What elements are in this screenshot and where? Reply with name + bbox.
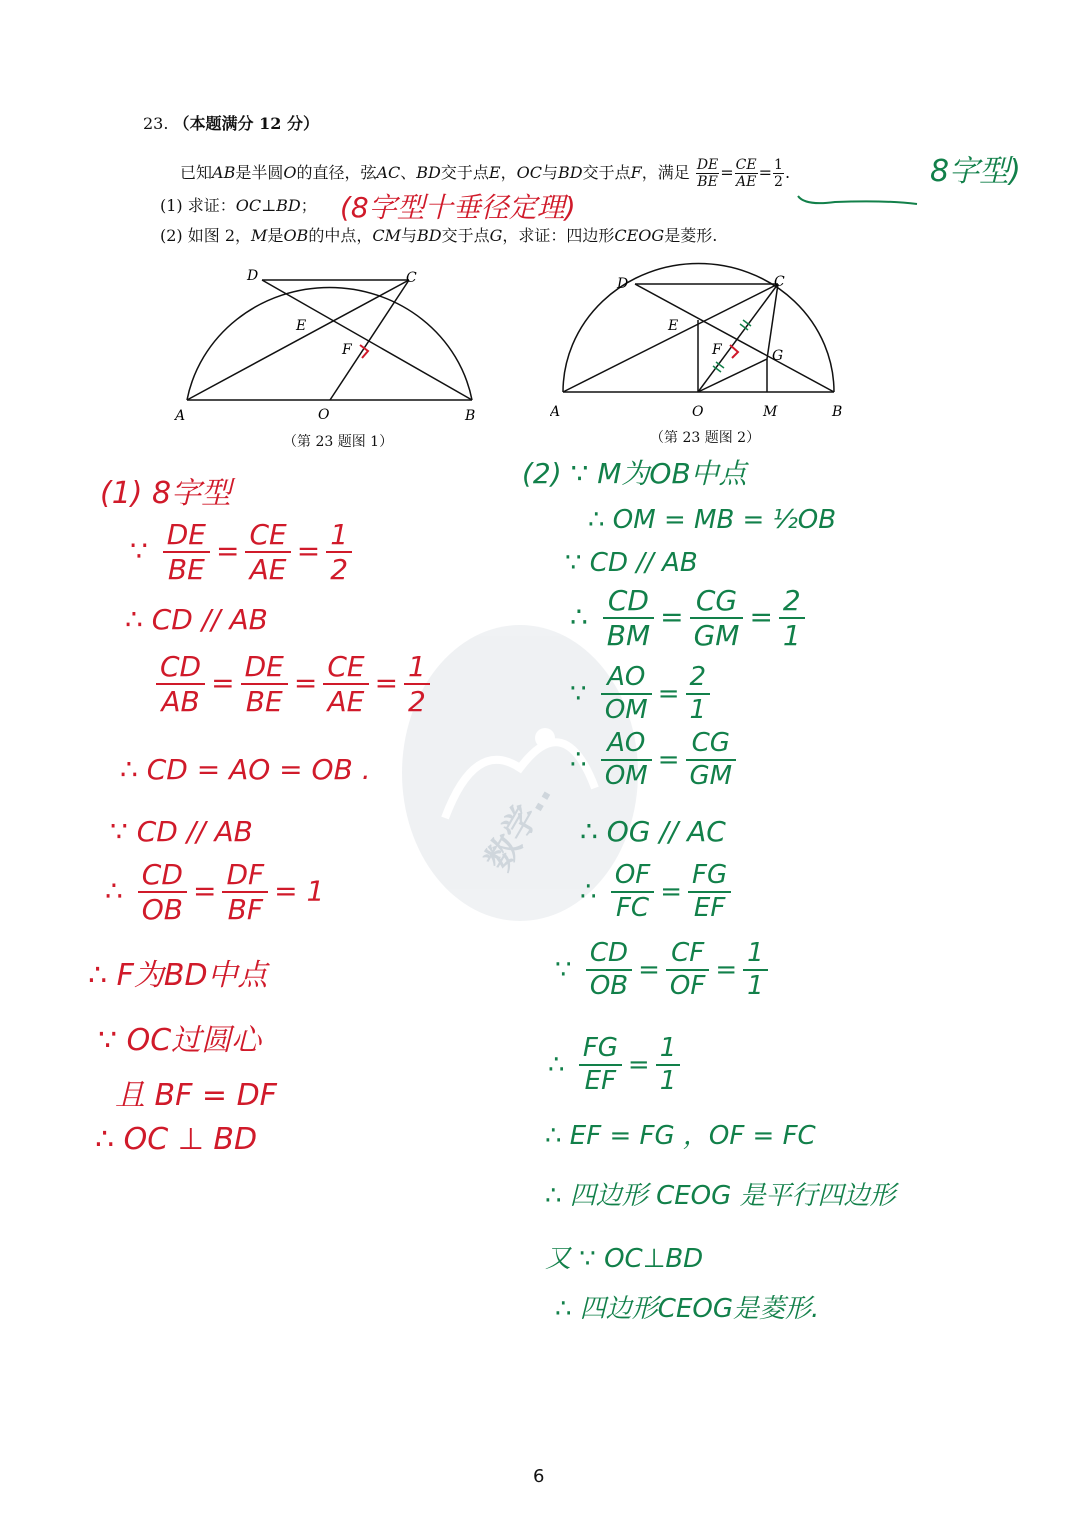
fig2-chord-ac	[563, 284, 778, 392]
q2-math: OB	[283, 226, 309, 245]
sol2-line-4: ∵ $\frac{AO}{OM}$ = $\frac{2}{1}$	[570, 664, 716, 725]
q1-math: OC⊥BD	[235, 196, 301, 215]
fig2-label-c: C	[774, 274, 785, 290]
sol1-line-10: ∴ OC ⊥ BD	[95, 1122, 258, 1157]
sol2-line-2: ∵ CD // AB	[565, 548, 698, 578]
sol2-line-1: ∴ OM = MB = ½OB	[588, 505, 837, 535]
sol2-title: (2) ∵ M为OB中点	[522, 457, 747, 490]
fig2-line-og	[698, 359, 767, 392]
figure-1	[172, 262, 492, 432]
stem-math: BD	[557, 163, 583, 182]
stem-fraction: $\frac{CE}{AE}$	[735, 157, 757, 190]
sol2-line-5: ∴ $\frac{AO}{OM}$ = $\frac{CG}{GM}$	[570, 730, 742, 791]
stem-math: E	[488, 163, 501, 182]
stem-fraction: $\frac{1}{2}$	[774, 157, 783, 190]
sol1-line-6: ∴ $\frac{CD}{OB}$ = $\frac{DF}{BF}$ = 1	[105, 858, 325, 927]
stem-eq: =	[758, 163, 773, 182]
sol1-title: (1) 8字型	[100, 476, 232, 511]
stem-text: 是半圆	[235, 163, 284, 182]
fig1-label-c: C	[406, 270, 417, 286]
page-number: 6	[533, 1466, 545, 1487]
q2-text: (2) 如图 2，	[160, 226, 252, 245]
q2-text: 的中点，	[308, 226, 373, 245]
sol1-line-7: ∴ F为BD中点	[88, 958, 268, 993]
fig2-label-o: O	[692, 404, 704, 420]
stem-text: 、	[400, 163, 417, 182]
fig2-label-e: E	[668, 318, 679, 334]
q2-math: CEOG	[614, 226, 665, 245]
sol2-line-10: ∴ EF = FG ，OF = FC	[545, 1121, 816, 1151]
q2-text: 与	[400, 226, 417, 245]
stem-text: 已知	[180, 163, 213, 182]
problem-number: 23.	[143, 114, 169, 133]
fig1-label-b: B	[465, 408, 476, 424]
fig1-semicircle	[187, 288, 472, 400]
q2-text: 是菱形.	[664, 226, 718, 245]
sol2-line-8: ∵ $\frac{CD}{OB}$ = $\frac{CF}{OF}$ = $\frac{1}{1}$	[555, 940, 774, 1001]
fig2-label-f: F	[712, 342, 722, 358]
fig2-label-b: B	[832, 404, 843, 420]
stem-text: ，	[500, 163, 517, 182]
figure-2	[550, 262, 855, 422]
fig2-right-angle	[730, 345, 738, 358]
stem-math: AB	[212, 163, 236, 182]
q2-math: BD	[416, 226, 442, 245]
fig1-chord-ac	[187, 280, 409, 400]
sol2-line-11: ∴ 四边形 CEOG 是平行四边形	[545, 1181, 896, 1211]
q2-math: G	[489, 226, 503, 245]
stem-text: 交于点	[440, 163, 489, 182]
fig1-label-a: A	[175, 408, 186, 424]
stem-math: O	[283, 163, 297, 182]
stem-text: 交于点	[582, 163, 631, 182]
q1-end: ；	[300, 196, 317, 215]
stem-eq: =	[720, 163, 734, 182]
question-2	[160, 226, 717, 246]
q2-text: 是	[267, 226, 284, 245]
sol2-line-6: ∴ OG // AC	[580, 815, 726, 848]
sol1-line-5: ∵ CD // AB	[110, 815, 253, 848]
stem-text: .	[784, 163, 791, 182]
q2-text: 交于点	[441, 226, 490, 245]
fig2-label-m: M	[763, 404, 778, 420]
fig2-chord-bd	[635, 284, 834, 392]
sol1-line-1: ∵ $\frac{DE}{BE}$ = $\frac{CE}{AE}$ = $\frac{1}{2}$	[130, 520, 358, 585]
fig2-line-oc	[698, 284, 778, 392]
sol1-line-3: $\frac{CD}{AB}$ = $\frac{DE}{BE}$ = $\frac{CE}{AE}$ = $\frac{1}{2}$	[150, 652, 436, 717]
q1-label: (1) 求证：	[160, 196, 236, 215]
annotation-underline	[795, 190, 925, 210]
sol1-line-9: 且 BF = DF	[115, 1078, 277, 1113]
sol2-line-3: ∴ $\frac{CD}{BM}$ = $\frac{CG}{GM}$ = $\frac{2}{1}$	[570, 586, 811, 651]
fig1-label-e: E	[296, 318, 307, 334]
stem-text: ，满足	[641, 163, 690, 182]
sol1-line-4: ∴ CD = AO = OB .	[120, 753, 371, 786]
stem-math: F	[630, 163, 642, 182]
stem-math: AC	[376, 163, 401, 182]
stem-math: OC	[516, 163, 542, 182]
fig1-label-d: D	[247, 268, 259, 284]
annotation-top: 8字型)	[930, 154, 1021, 189]
fig2-label-g: G	[772, 348, 784, 364]
q2-math: CM	[372, 226, 401, 245]
stem-math: BD	[416, 163, 441, 182]
figure-1-caption: （第 23 题图 1）	[283, 434, 394, 450]
fig1-label-f: F	[342, 342, 352, 358]
problem-header	[143, 114, 319, 134]
fig1-label-o: O	[318, 407, 330, 423]
stem-text: 与	[541, 163, 558, 182]
q2-math: M	[251, 226, 268, 245]
sol2-line-7: ∴ $\frac{OF}{FC}$ = $\frac{FG}{EF}$	[580, 862, 737, 923]
fig2-label-a: A	[550, 404, 561, 420]
sol1-line-8: ∵ OC过圆心	[98, 1023, 262, 1058]
fig1-chord-bd	[262, 280, 472, 400]
annotation-q1: (8字型十垂径定理)	[340, 191, 576, 224]
stem-fraction: $\frac{DE}{BE}$	[696, 157, 719, 190]
fig2-label-d: D	[617, 276, 629, 292]
fig1-line-oc	[330, 280, 409, 400]
problem-score: （本题满分 12 分）	[173, 114, 319, 133]
q2-text: ，求证：四边形	[502, 226, 615, 245]
sol2-line-9: ∴ $\frac{FG}{EF}$ = $\frac{1}{1}$	[548, 1035, 686, 1096]
sol1-line-2: ∴ CD // AB	[125, 603, 268, 636]
figure-2-caption: （第 23 题图 2）	[650, 430, 761, 446]
sol2-line-12: 又 ∵ OC⊥BD	[545, 1244, 704, 1274]
watermark-text: 数学..	[478, 776, 560, 878]
question-1	[160, 196, 317, 216]
sol2-line-13: ∴ 四边形CEOG是菱形.	[555, 1294, 820, 1324]
stem-text: 的直径，弦	[296, 163, 377, 182]
